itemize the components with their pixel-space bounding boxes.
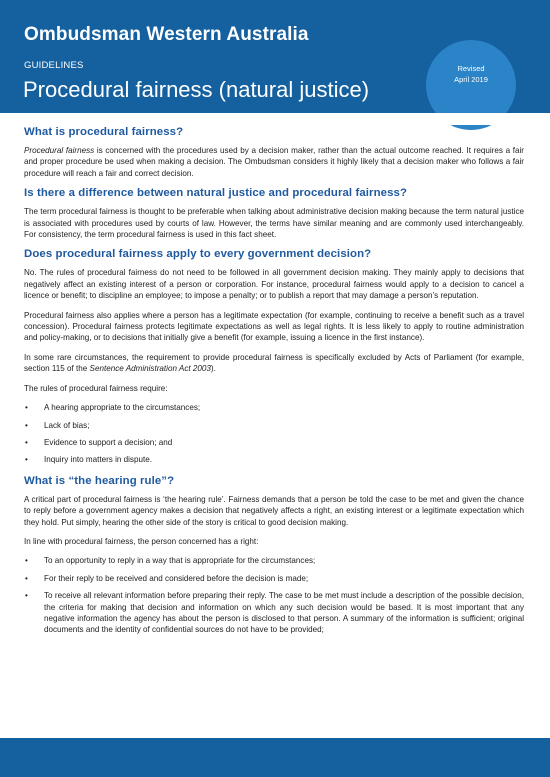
section-label: GUIDELINES	[24, 60, 84, 71]
list-item	[24, 590, 524, 636]
list-item-text: A hearing appropriate to the circumstances;	[44, 403, 201, 413]
section-heading: What is “the hearing rule”?	[24, 474, 175, 487]
list-item-text: Evidence to support a decision; and	[44, 437, 173, 447]
header-banner	[0, 0, 550, 113]
section-what-is-procedural-fairness	[24, 126, 524, 179]
paragraph	[24, 352, 524, 375]
section-does-it-apply	[24, 248, 524, 465]
paragraph: A critical part of procedural fairness is ‘the hearing rule’. Fairness demands that a person be told the case to be met and given the chance to reply before a government agency makes a decision that negatively affects a right, an existing interest or a legitimate expectation which they hold. Put simply, hearing the other side of the story is critical to good decision making.	[24, 494, 524, 527]
paragraph: No. The rules of procedural fairness do not need to be followed in all government decision making. They mainly apply to decisions that negatively affect an existing interest of a person or corporation. For instance, procedural fairness would apply to a decision to cancel a licence or benefit; to discipline an employee; to impose a penalty; or to publish a report that may damage a person’s reputation.	[24, 268, 524, 301]
bullet-icon: •	[25, 420, 28, 430]
bullet-icon: •	[25, 403, 28, 413]
list-item-text: For their reply to be received and considered before the decision is made;	[44, 573, 309, 583]
paragraph: The term procedural fairness is thought to be preferable when talking about administrative decision making because the term natural justice is associated with procedures used by courts of law. However, the terms have similar meaning and are commonly used interchangeably. For consistency, the term procedural fairness is used in this fact sheet.	[24, 207, 524, 240]
list-item	[24, 454, 524, 465]
list-item	[24, 420, 524, 431]
organisation-name: Ombudsman Western Australia	[24, 24, 309, 45]
header-divider	[0, 113, 550, 125]
paragraph-text: ).	[210, 364, 216, 374]
section-heading: Is there a difference between natural justice and procedural fairness?	[24, 187, 408, 200]
act-title: Sentence Administration Act 2003	[89, 364, 211, 374]
paragraph-text: In some rare circumstances, the requirement to provide procedural fairness is specifically excluded by Acts of Parliament (for example, section 115 of the	[24, 352, 524, 374]
footer-band	[0, 738, 550, 777]
list-item-text: To an opportunity to reply in a way that is appropriate for the circumstances;	[44, 556, 316, 566]
rights-list	[24, 555, 524, 635]
badge-revised-date: April 2019	[454, 75, 488, 84]
emphasis-term: Procedural fairness	[24, 146, 95, 155]
paragraph: The rules of procedural fairness require:	[24, 383, 168, 393]
section-hearing-rule	[24, 475, 524, 636]
paragraph-text: is concerned with the procedures used by a decision maker, rather than the actual outcome reached. It requires a fair and proper procedure be used when making a decision. The Ombudsman considers it highly likely that a decision maker who follows a fair procedure will reach a fair and correct decision.	[24, 146, 524, 178]
document-body	[24, 126, 524, 645]
paragraph	[24, 145, 524, 179]
list-item-text: Lack of bias;	[44, 420, 90, 430]
bullet-icon: •	[25, 591, 28, 601]
list-item	[24, 555, 524, 566]
section-heading: Does procedural fairness apply to every government decision?	[24, 248, 372, 261]
list-item-text: Inquiry into matters in dispute.	[44, 455, 152, 465]
list-item	[24, 402, 524, 413]
document-title: Procedural fairness (natural justice)	[23, 77, 370, 102]
section-heading: What is procedural fairness?	[24, 126, 184, 138]
list-item	[24, 437, 524, 448]
paragraph: Procedural fairness also applies where a person has a legitimate expectation (for example, continuing to receive a benefit such as a travel concession). Procedural fairness protects legitimate expectations as well as legal rights. It is less likely to apply to routine administration and policy-making, or to decisions that initially give a benefit (for example, issuing a licence in the first instance).	[24, 310, 524, 343]
section-natural-justice-difference	[24, 187, 524, 240]
badge-revised-label: Revised	[457, 64, 485, 73]
bullet-icon: •	[25, 455, 28, 465]
list-item-text: To receive all relevant information before preparing their reply. The case to be met must include a description of the possible decision, the criteria for making that decision and information on which any such decision would be based. It is most important that any negative information the agency has about the person is disclosed to that person. A summary of the information is sufficient; original documents and the identity of confidential sources do not have to be provided;	[44, 591, 524, 635]
bullet-icon: •	[25, 573, 28, 583]
bullet-icon: •	[25, 437, 28, 447]
list-item	[24, 573, 524, 584]
requirements-list	[24, 402, 524, 466]
paragraph: In line with procedural fairness, the person concerned has a right:	[24, 536, 259, 546]
bullet-icon: •	[25, 556, 28, 566]
